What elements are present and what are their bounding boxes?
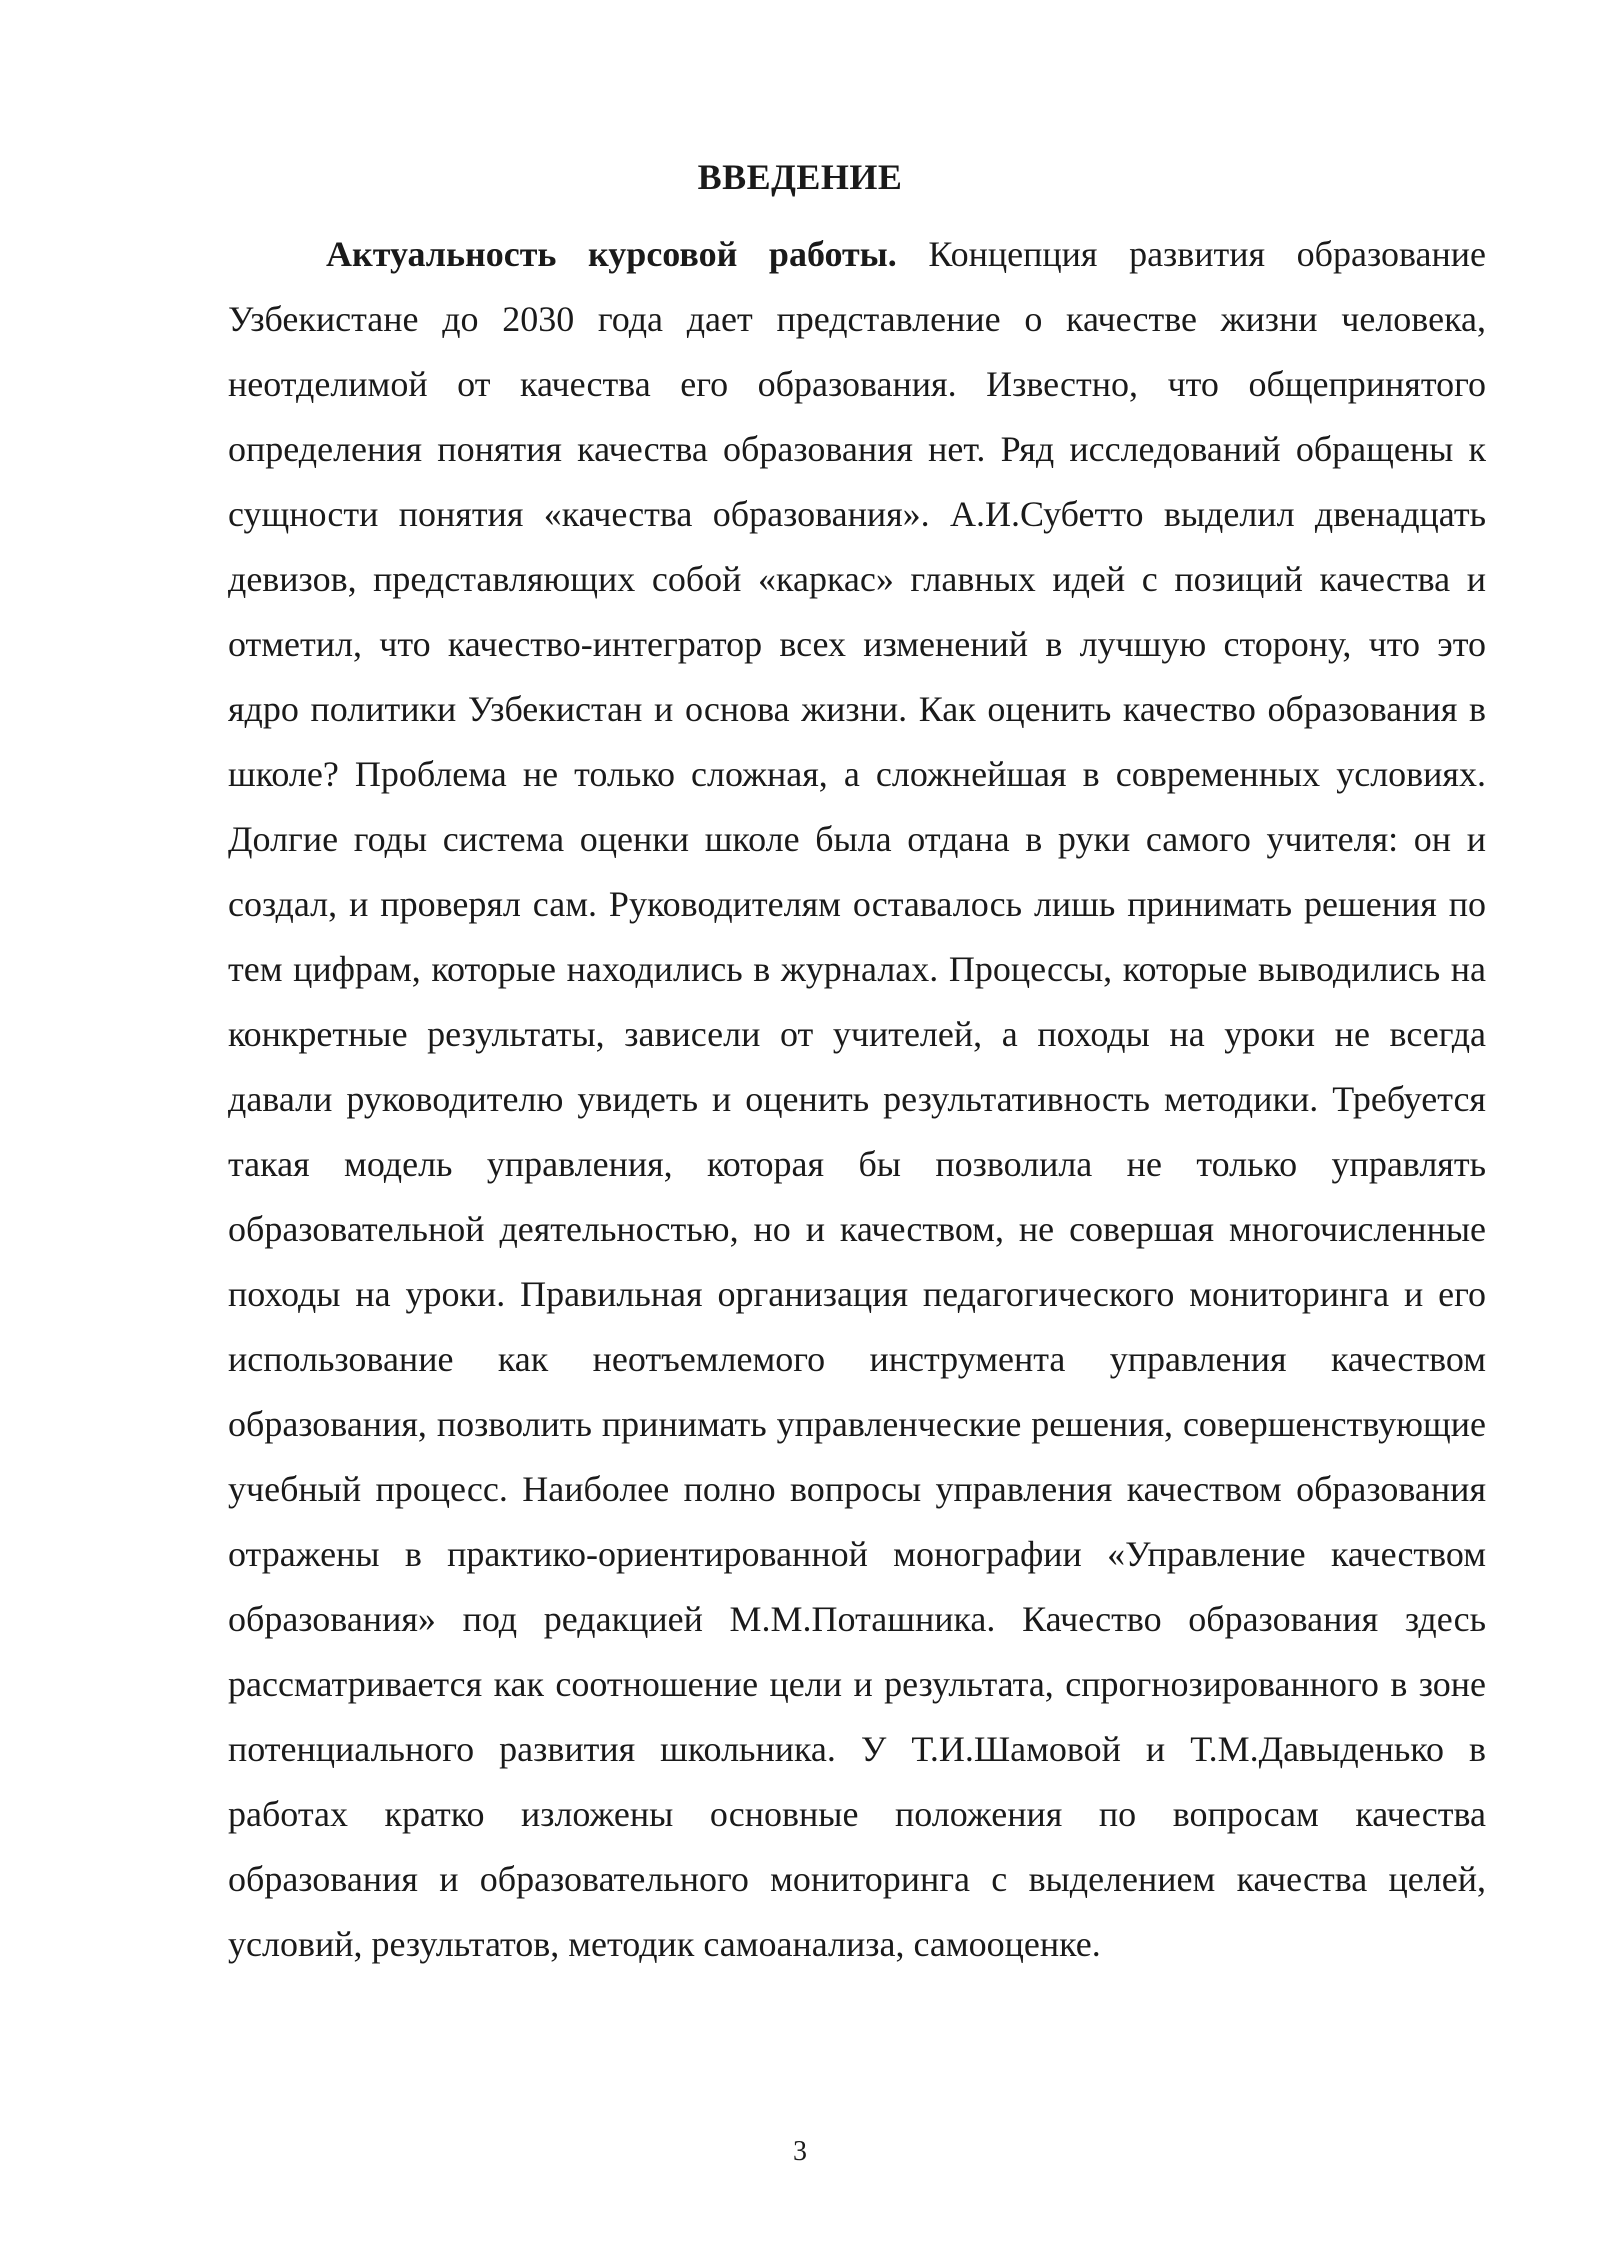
paragraph-text: Концепция развития образование Узбекистане до 2030 года дает представление о качестве жизни человека, неотделимой от качества его образования. Известно, что общепринятого определения понятия качества образования нет. Ряд исследований обращены к сущности понятия «качества образования». А.И.Субетто выделил двенадцать девизов, представляющих собой «каркас» главных идей с позиций качества и отметил, что качество-интегратор всех изменений в лучшую сторону, что это ядро политики Узбекистан и основа жизни. Как оценить качество образования в школе? Проблема не только сложная, а сложнейшая в современных условиях. Долгие годы система оценки школе была отдана в руки самого учителя: он и создал, и проверял сам. Руководителям оставалось лишь принимать решения по тем цифрам, которые находились в журналах. Процессы, которые выводились на конкретные результаты, зависели от учителей, а походы на уроки не всегда давали руководителю увидеть и оценить результативность методики. Требуется такая модель управления, которая бы позволила не только управлять образовательной деятельностью, но и качеством, не совершая многочисленные походы на уроки. Правильная организация педагогического мониторинга и его использование как неотъемлемого инструмента управления качеством образования, позволить принимать управленческие решения, совершенствующие учебный процесс. Наиболее полно вопросы управления качеством образования отражены в практико-ориентированной монографии «Управление качеством образования» под редакцией М.М.Поташника. Качество образования здесь рассматривается как соотношение цели и результата, спрогнозированного в зоне потенциального развития школьника. У Т.И.Шамовой и Т.М.Давыденько в работах кратко изложены основные положения по вопросам качества образования и образовательного мониторинга с выделением качества целей, условий, результатов, методик самоанализа, самооценке. xyxy=(228,234,1486,1964)
paragraph-lead: Актуальность курсовой работы. xyxy=(326,234,897,274)
page-number: 3 xyxy=(793,2136,807,2167)
section-heading: ВВЕДЕНИЕ xyxy=(697,157,903,197)
body-paragraph xyxy=(228,222,1486,1977)
